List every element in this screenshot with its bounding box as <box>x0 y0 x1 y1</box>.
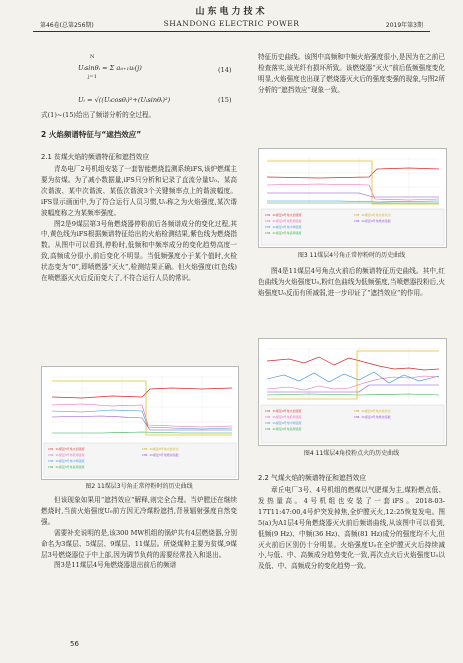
figure-2-plot <box>42 367 238 479</box>
section-2-heading: 2 火焰频谱特征与“遮挡效应” <box>41 130 142 139</box>
journal-title-cn: 山东电力技术 <box>195 7 268 17</box>
legend-ch1: CH1 11煤层3号角火焰强度 <box>48 447 85 451</box>
legend-ch6: CH6 11煤层4号角燃烧指数 <box>354 415 391 419</box>
legend-ch2: CH2 11煤层3号角低频强度 <box>48 453 85 457</box>
legend-ch1: CH1 11煤层4号角火焰强度 <box>265 409 302 413</box>
legend-ch5: CH5 11煤层4号角火检状态 <box>354 213 391 217</box>
equation-15: Uᵢ = √((Uᵢcosθᵢ)²+(Uᵢsinθᵢ)²) <box>78 96 171 104</box>
eq14-sum-upper: N <box>90 54 95 60</box>
section-2-1-body <box>41 164 237 284</box>
legend-ch4: CH4 11煤层3号角高频强度 <box>48 465 85 469</box>
figure-2 <box>41 366 239 480</box>
section-2-2-heading: 2.2 气煤火焰的频谱特征和遮挡效应 <box>258 474 367 482</box>
volume-issue: 第46卷(总第256期) <box>40 22 94 29</box>
figure-3-plot <box>259 149 446 247</box>
eq14-sum-lower: j=1 <box>88 74 97 80</box>
paragraph: 但该现象如果用“遮挡效应”解释,则完全合理。当炉膛还在继续燃烧时,当前火焰强度U₀前方因无冷煤粉遮挡,背景辐射强度自然变强。 <box>41 496 237 526</box>
legend-ch4: CH4 11煤层4号角高频强度 <box>265 231 302 235</box>
legend-ch3: CH3 11煤层4号角中频强度 <box>265 225 302 229</box>
page-number: 56 <box>70 640 79 648</box>
figure-4 <box>258 338 447 446</box>
paragraph: 需要补充说明的是,该300 MW机组的锅炉共有4层燃烧器,分别命名为3煤层、5煤层、9煤层、11煤层。所烧煤种主要为贫煤,9煤层3号燃烧器位于中上部,因为调节负荷的需要经常投入和退出。 <box>41 528 237 559</box>
paragraph: 图2是9煤层第3号角燃烧器停粉前后各频谱成分的变化过程,其中,黄色线为iFS根据频谱特征给出的火焰检测结果,紫色线为燃烧指数。从图中可以看到,停粉时,低频和中频率成分的变化趋势高度一致,高频成分很小,前后变化不明显。当低频强度小于某个值时,火检状态变为“0”,即喷燃器“灭火”,检测结果正确。但火焰强度(红色线)在喷燃器灭火后反而变大了,不符合运行人员的常识。 <box>41 219 237 283</box>
legend-ch6: CH6 11煤层3号角燃烧指数 <box>142 453 179 457</box>
equation-14: Uᵢsinθᵢ = Σ aᵢᵢ₊₁uᵢ(j) <box>78 64 142 72</box>
figure-4-plot <box>259 339 446 445</box>
paragraph: 特征历史曲线。该图中高频和中频火焰强度很小,是因为在之前已检查落实,该光纤有损坏所致。该燃烧器“灭火”前后低频强度变化明显,火焰强度也出现了燃烧器灭火后的强度变强的现象,与图2所分析的“遮挡效应”现象一致。 <box>258 53 445 94</box>
figure-3-caption: 图3 11煤层4号角正常停粉时的历史曲线 <box>297 252 406 259</box>
section-2-1-heading: 2.1 贫煤火焰的频谱特征和遮挡效应 <box>41 153 150 161</box>
paragraph: 章丘电厂3号、4号机组的燃煤以气肥煤为主,煤粉燃点低、发热量高。4号机组也安装了一套iFS。2018-03-17T11:47:00,4号炉突发掉焦,全炉膛灭火,12:25恢复发电。图5(a)为A1层4号角燃烧器灭火前后频谱曲线,从该图中可以看到,低频(9 Hz)、中频(36 Hz)、高频(81 Hz)成分的强度均不大,但灭火前后区别仍十分明显。火焰强度U₀在全炉膛灭火后持续减小,与低、中、高频成分趋势变化一致,再次点火后火焰强度U₀以及低、中、高频成分的变化趋势一致。 <box>258 486 445 571</box>
left-bottom-body <box>41 495 237 571</box>
year-issue: 2019年第3期 <box>385 22 423 29</box>
equations-summary-text: 式(1)~(15)给出了频谱分析的全过程。 <box>41 111 156 119</box>
figure-3 <box>258 148 447 248</box>
equation-15-number: (15) <box>218 96 232 104</box>
equations-summary <box>41 110 237 121</box>
right-mid-body <box>258 266 445 299</box>
legend-ch5: CH5 11煤层3号角火检状态 <box>142 447 179 451</box>
legend-ch1: CH1 11煤层4号角火焰强度 <box>265 213 302 217</box>
equation-14-number: (14) <box>218 66 232 74</box>
paragraph: 图4是11煤层4号角点火前后的频谱特征历史曲线。其中,红色曲线为火焰强度U₀,粉红色曲线为低频强度,当喷燃器投粉后,火焰强度U₀反而有所减弱,进一步印证了“遮挡效应”的作用。 <box>258 267 445 297</box>
paragraph: 青岛电厂2号机组安装了一套智能燃烧监测系统iFS,该炉燃煤主要为贫煤。为了减小数据量,iFS只分析和记录了直流分量U₀、某高次谐波、某中次谐波、某低次谐波3个关键频率点上的谐波幅度。iFS显示画面中,为了符合运行人员习惯,U₀称之为火焰强度,某次谐波幅度称之为某频率强度。 <box>41 165 237 217</box>
legend-ch6: CH6 11煤层4号角燃烧指数 <box>354 219 391 223</box>
header-divider <box>33 31 430 32</box>
figure-2-caption: 图2 11煤层3号角正常停粉时的历史曲线 <box>85 483 193 490</box>
paragraph: 图3是11煤层4号角燃烧器退出前后的频谱 <box>54 561 177 570</box>
legend-ch2: CH2 11煤层4号角低频强度 <box>265 415 302 419</box>
section-2-2-body <box>258 485 445 572</box>
figure-4-caption: 图4 11煤层4角投粉点火的历史曲线 <box>303 450 400 457</box>
legend-ch5: CH5 11煤层4号角火检状态 <box>354 409 391 413</box>
right-top-body <box>258 52 445 96</box>
legend-ch3: CH3 11煤层3号角中频强度 <box>48 459 85 463</box>
journal-title-en: SHANDONG ELECTRIC POWER <box>163 19 300 28</box>
legend-ch4: CH4 11煤层4号角高频强度 <box>265 427 302 431</box>
legend-ch3: CH3 11煤层4号角中频强度 <box>265 421 302 425</box>
legend-ch2: CH2 11煤层4号角低频强度 <box>265 219 302 223</box>
